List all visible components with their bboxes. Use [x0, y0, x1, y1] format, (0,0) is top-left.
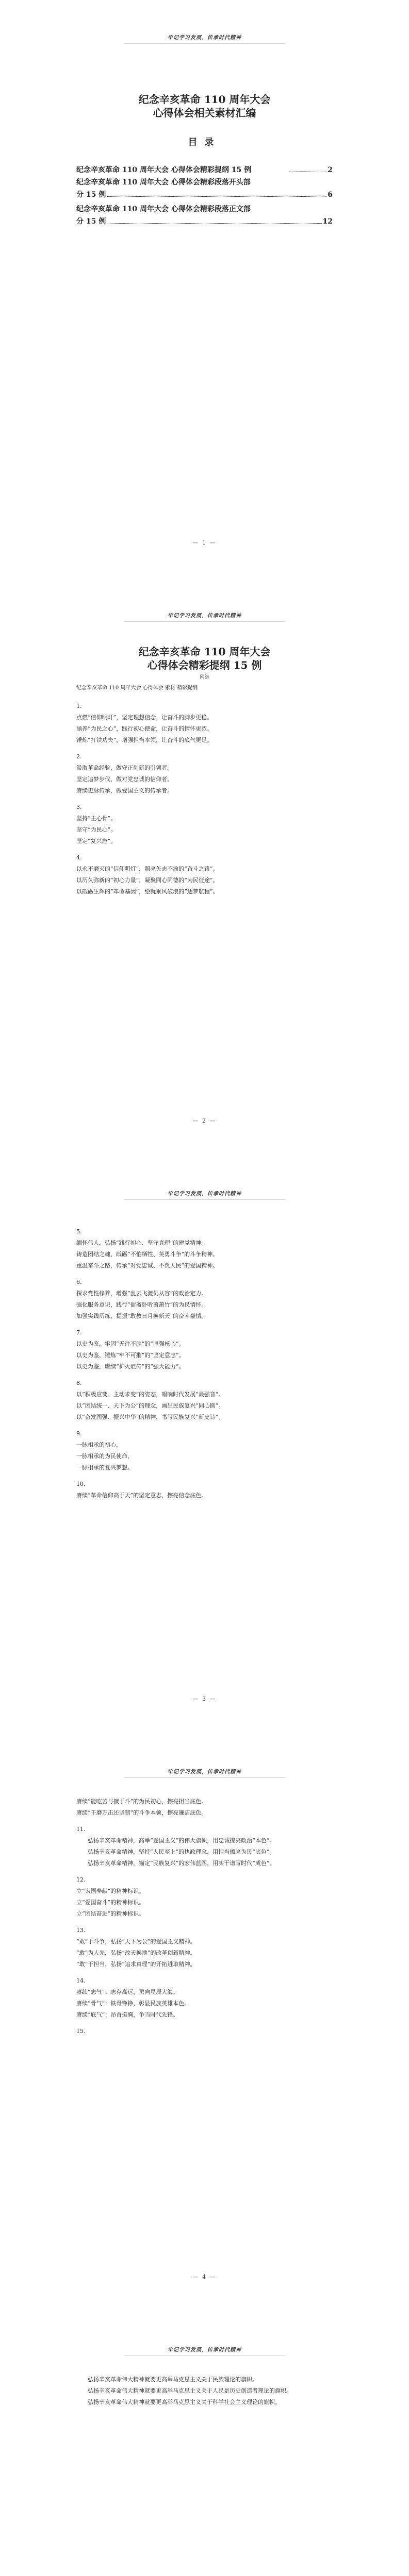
- outline-line: 弘扬辛亥革命精神，坚持“人民至上”的执政理念，用担当擦亮为民“底色”。: [88, 1849, 275, 1855]
- outline-item-number: 7.: [76, 1329, 82, 1336]
- outline-line: “敢”为人先，弘扬“改天换地”的改革创新精神。: [76, 1950, 196, 1956]
- page-header: 牢记学习发展，传承时代精神: [168, 35, 241, 41]
- outline-content: [76, 2374, 333, 2408]
- toc-item-2-title: 纪念辛亥革命 110 周年大会 心得体会精彩段落开头部: [76, 178, 251, 187]
- outline-line: 坚守“为民心”。: [76, 826, 117, 833]
- outline-item-number: 11.: [76, 1826, 86, 1833]
- outline-item-number: 6.: [76, 1279, 82, 1285]
- outline-line: 锤炼“打铁功夫”，增强担当本领，让奋斗的底气更足。: [76, 737, 213, 743]
- toc-item-2[interactable]: [76, 176, 333, 201]
- outline-line: 以砥砺生辉的“革命基因”，绘就乘风破浪的“逐梦航程”。: [76, 888, 219, 895]
- outline-line: 弘扬辛亥革命伟大精神就要更高举马克思主义关于民族理论的旗帜。: [88, 2376, 258, 2383]
- outline-content: [76, 1796, 333, 2037]
- cover-content: [76, 93, 333, 230]
- header-rule: [124, 2355, 285, 2356]
- outline-item-number: 12.: [76, 1876, 86, 1883]
- outline-line: 立“为国奉献”的精神标识。: [76, 1888, 145, 1894]
- article-title-line2: 心得体会精彩提纲 15 例: [147, 659, 262, 671]
- outline-line: 立“爱国奋斗”的精神标识。: [76, 1899, 145, 1906]
- toc-item-2-title-cont: 分 15 例: [76, 191, 106, 199]
- header-rule: [124, 43, 285, 44]
- toc-item-2-page: 6: [328, 191, 333, 199]
- page-4: [0, 1734, 409, 2312]
- outline-body: [76, 2374, 333, 2408]
- outline-item-number: 2.: [76, 753, 82, 760]
- page-2: [0, 578, 409, 1156]
- article-author: 网络: [200, 675, 209, 680]
- page-5: [0, 2312, 409, 2576]
- outline-line: 强化服务意识，践行“衙斋卧听萧萧竹”的为民情怀。: [76, 1301, 207, 1308]
- outline-item-number: 5.: [76, 1228, 82, 1235]
- outline-line: 弘扬辛亥革命精神，高举“爱国主义”的伟大旗帜，用忠诚擦亮政治“本色”。: [88, 1837, 275, 1844]
- toc-item-3-title: 纪念辛亥革命 110 周年大会 心得体会精彩段落正文部: [76, 205, 251, 213]
- outline-content: [76, 1221, 333, 1501]
- outline-line: 以历久弥新的“初心力量”，凝聚同心同德的“为民征途”。: [76, 877, 219, 884]
- outline-line: 缅怀伟人，弘扬“践行初心、坚守真理”的建党精神。: [76, 1240, 207, 1246]
- outline-line: 弘扬辛亥革命伟大精神就要更高举马克思主义关于人民是历史创造者理论的旗帜。: [88, 2387, 292, 2394]
- outline-item-number: 9.: [76, 1430, 82, 1437]
- page-header: 牢记学习发展，传承时代精神: [168, 1769, 241, 1775]
- outline-line: 汲取革命经验，做守正创新的引领者。: [76, 765, 173, 771]
- outline-line: 一脉相承的初心，: [76, 1442, 122, 1448]
- outline-line: 以史为鉴，赓续“护火炬传”的“强大能力”。: [76, 1363, 185, 1370]
- outline-line: 以永不磨灭的“信仰明灯”，照亮矢志不渝的“奋斗之路”。: [76, 866, 219, 872]
- outline-line: 探求党性修养，增强“乱云飞渡仍从容”的政治定力。: [76, 1290, 207, 1297]
- outline-line: 一脉相承的复兴梦想。: [76, 1464, 133, 1471]
- toc-item-3-title-cont: 分 15 例: [76, 217, 106, 226]
- cover-title-line1: 纪念辛亥革命 110 周年大会: [138, 93, 271, 106]
- outline-line: 以史为鉴，牢固“无往不胜”的“坚强核心”。: [76, 1341, 185, 1347]
- outline-line: 涵养“为民之心”，践行初心使命，让奋斗的情怀更浓。: [76, 725, 213, 732]
- page-header: 牢记学习发展，传承时代精神: [168, 1191, 241, 1197]
- outline-line: 以史为鉴，锤炼“牢不可摧”的“坚定意志”。: [76, 1352, 185, 1359]
- toc-leader: [107, 223, 321, 224]
- page-1: [0, 0, 409, 578]
- page-header: 牢记学习发展，传承时代精神: [168, 613, 241, 619]
- outline-line: 坚定“复兴志”。: [76, 838, 117, 844]
- toc-item-1[interactable]: [76, 164, 333, 176]
- page-number: — 1 —: [192, 539, 217, 546]
- outline-line: 赓续“革命信仰高于天”的坚定意志，擦亮信念底色。: [76, 1492, 207, 1499]
- outline-line: 一脉相承的为民使命，: [76, 1453, 133, 1460]
- outline-body: [76, 701, 333, 897]
- outline-line: 弘扬辛亥革命精神，锚定“民族复兴”的宏伟蓝图，用实干谱写时代“成色”。: [88, 1860, 275, 1867]
- outline-line: “敢”于斗争，弘扬“天下为公”的爱国主义精神。: [76, 1938, 196, 1945]
- outline-body: [76, 1796, 333, 2037]
- toc-item-3-page: 12: [322, 217, 333, 226]
- toc-heading: 目录: [188, 137, 221, 148]
- outline-item-number: 14.: [76, 1977, 86, 1984]
- page-number: — 2 —: [192, 1117, 217, 1124]
- outline-line: 加强实践历练，提振“敢教日月换新天”的奋斗豪情。: [76, 1313, 207, 1319]
- outline-line: “敢”于担当，弘扬“追求真理”的开拓进取精神。: [76, 1961, 196, 1968]
- outline-line: 以“团结统一、天下为公”的理念，画出民族复兴“同心圆”。: [76, 1402, 224, 1409]
- outline-line: 重温奋斗之路，传承“对党忠诚、不负人民”的爱国精神。: [76, 1262, 219, 1269]
- outline-line: 赓续史脉传承，做爱国主义的传承者。: [76, 787, 173, 794]
- outline-item-number: 4.: [76, 854, 82, 861]
- outline-line: 以“奋发图强、振兴中华”的精神，书写民族复兴“新史诗”。: [76, 1414, 224, 1420]
- outline-line: 立“团结奋进”的精神标识。: [76, 1910, 145, 1917]
- toc-leader: [107, 196, 326, 197]
- page-3: [0, 1156, 409, 1734]
- outline-line: 坚持“主心骨”。: [76, 815, 117, 822]
- page-number: — 4 —: [192, 2274, 217, 2280]
- article-content: [76, 645, 333, 897]
- article-meta: 纪念辛亥革命 110 周年大会 心得体会 素材 精彩提纲: [76, 685, 198, 691]
- outline-line: 赓续“底气”：昂首挺胸，争当时代先锋。: [76, 2011, 179, 2018]
- outline-item-number: 1.: [76, 703, 82, 709]
- page-header: 牢记学习发展，传承时代精神: [168, 2347, 241, 2353]
- page-number: — 3 —: [192, 1696, 217, 1702]
- outline-item-number: 10.: [76, 1481, 86, 1487]
- header-rule: [124, 1199, 285, 1200]
- toc-item-1-page: 2: [328, 166, 333, 174]
- toc-item-1-title: 纪念辛亥革命 110 周年大会 心得体会精彩提纲 15 例: [76, 166, 252, 174]
- header-rule: [124, 1777, 285, 1778]
- outline-line: 点燃“信仰明灯”，坚定理想信念，让奋斗的脚步更稳。: [76, 714, 213, 721]
- outline-line: 赓续“骨气”：铁骨铮铮，彰显民族英雄本色。: [76, 2000, 190, 2007]
- cover-title-line2: 心得体会相关素材汇编: [153, 107, 256, 119]
- outline-item-number: 13.: [76, 1927, 86, 1934]
- outline-body: [76, 1226, 333, 1501]
- outline-line: 赓续“千磨万击还坚韧”的斗争本领，擦亮廉洁底色。: [76, 1809, 207, 1816]
- outline-line: 赓续“志气”：志存高远，勇向星辰大海。: [76, 1989, 179, 1995]
- outline-line: 以“积极应变、主动求变”的姿态，唱响时代发展“最强音”。: [76, 1391, 224, 1398]
- outline-item-number: 8.: [76, 1380, 82, 1386]
- toc-item-3[interactable]: [76, 203, 333, 228]
- outline-item-number: 3.: [76, 804, 82, 810]
- outline-line: 铸造团结之魂，砥砺“不怕牺牲、英勇斗争”的斗争精神。: [76, 1251, 219, 1258]
- outline-line: 弘扬辛亥革命伟大精神就要更高举马克思主义关于科学社会主义理论的旗帜。: [88, 2399, 281, 2405]
- outline-line: 赓续“能吃苦与擅于斗”的为民初心，擦亮担当底色。: [76, 1798, 207, 1805]
- outline-line: 坚定追梦步伐，做对党忠诚的信仰者。: [76, 776, 173, 783]
- article-title-line1: 纪念辛亥革命 110 周年大会: [138, 646, 271, 658]
- header-rule: [124, 621, 285, 622]
- outline-item-number: 15.: [76, 2028, 86, 2035]
